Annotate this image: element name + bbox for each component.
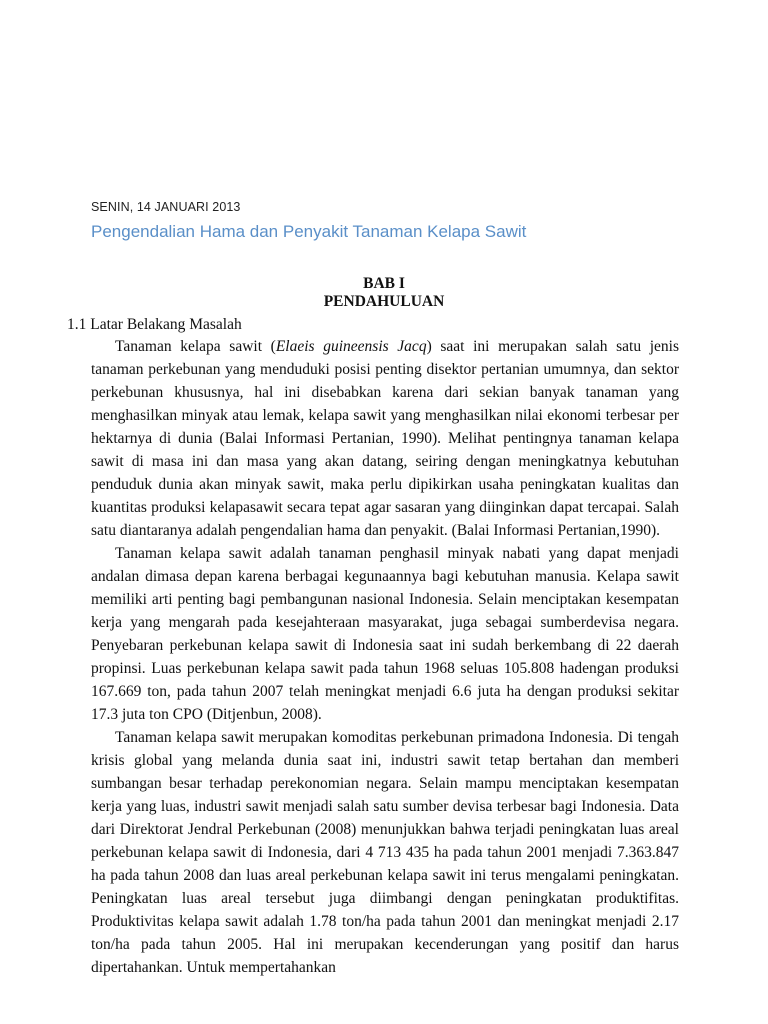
- paragraph-3: Tanaman kelapa sawit merupakan komoditas perkebunan primadona Indonesia. Di tengah krisis global yang melanda dunia saat ini, industri sawit tetap bertahan dan memberi sumbangan besar terhadap perekonomian negara. Selain mampu menciptakan kesempatan kerja yang luas, industri sawit menjadi salah satu sumber devisa terbesar bagi Indonesia. Data dari Direktorat Jendral Perkebunan (2008) menunjukkan bahwa terjadi peningkatan luas areal perkebunan kelapa sawit di Indonesia, dari 4 713 435 ha pada tahun 2001 menjadi 7.363.847 ha pada tahun 2008 dan luas areal perkebunan kelapa sawit ini terus mengalami peningkatan. Peningkatan luas areal tersebut juga diimbangi dengan peningkatan produktifitas. Produktivitas kelapa sawit adalah 1.78 ton/ha pada tahun 2001 dan meningkat menjadi 2.17 ton/ha pada tahun 2005. Hal ini merupakan kecenderungan yang positif dan harus dipertahankan. Untuk mempertahankan: [91, 729, 679, 976]
- paragraph-1-rest: ) saat ini merupakan salah satu jenis tanaman perkebunan yang menduduki posisi penting disektor pertanian umumnya, dan sektor perkebunan khususnya, hal ini disebabkan karena dari sekian banyak tanaman yang menghasilkan minyak atau lemak, kelapa sawit yang menghasilkan nilai ekonomi terbesar per hektarnya di dunia (Balai Informasi Pertanian, 1990). Melihat pentingnya tanaman kelapa sawit di masa ini dan masa yang akan datang, seiring dengan meningkatnya kebutuhan penduduk dunia akan minyak sawit, maka perlu dipikirkan usaha peningkatan kualitas dan kuantitas produksi kelapasawit secara tepat agar sasaran yang diinginkan dapat tercapai. Salah satu diantaranya adalah pengendalian hama dan penyakit. (Balai Informasi Pertanian,1990).: [91, 338, 679, 539]
- post-title-link[interactable]: Pengendalian Hama dan Penyakit Tanaman Kelapa Sawit: [91, 222, 527, 241]
- paragraph-2: Tanaman kelapa sawit adalah tanaman penghasil minyak nabati yang dapat menjadi andalan dimasa depan karena berbagai kegunaannya bagi kebutuhan manusia. Kelapa sawit memiliki arti penting bagi pembangunan nasional Indonesia. Selain menciptakan kesempatan kerja yang mengarah pada kesejahteraan masyarakat, juga sebagai sumberdevisa negara. Penyebaran perkebunan kelapa sawit di Indonesia saat ini sudah berkembang di 22 daerah propinsi. Luas perkebunan kelapa sawit pada tahun 1968 seluas 105.808 hadengan produksi 167.669 ton, pada tahun 2007 telah meningkat menjadi 6.6 juta ha dengan produksi sekitar 17.3 juta ton CPO (Ditjenbun, 2008).: [91, 545, 679, 723]
- section-heading: 1.1 Latar Belakang Masalah: [67, 316, 242, 333]
- chapter-label: BAB I: [363, 275, 405, 292]
- paragraph-1: [91, 335, 679, 542]
- article-body: [91, 335, 679, 979]
- post-date: SENIN, 14 JANUARI 2013: [91, 200, 241, 214]
- paragraph-1-start: Tanaman kelapa sawit (: [115, 338, 276, 355]
- chapter-title: PENDAHULUAN: [323, 293, 445, 310]
- species-name: Elaeis guineensis Jacq: [275, 338, 427, 355]
